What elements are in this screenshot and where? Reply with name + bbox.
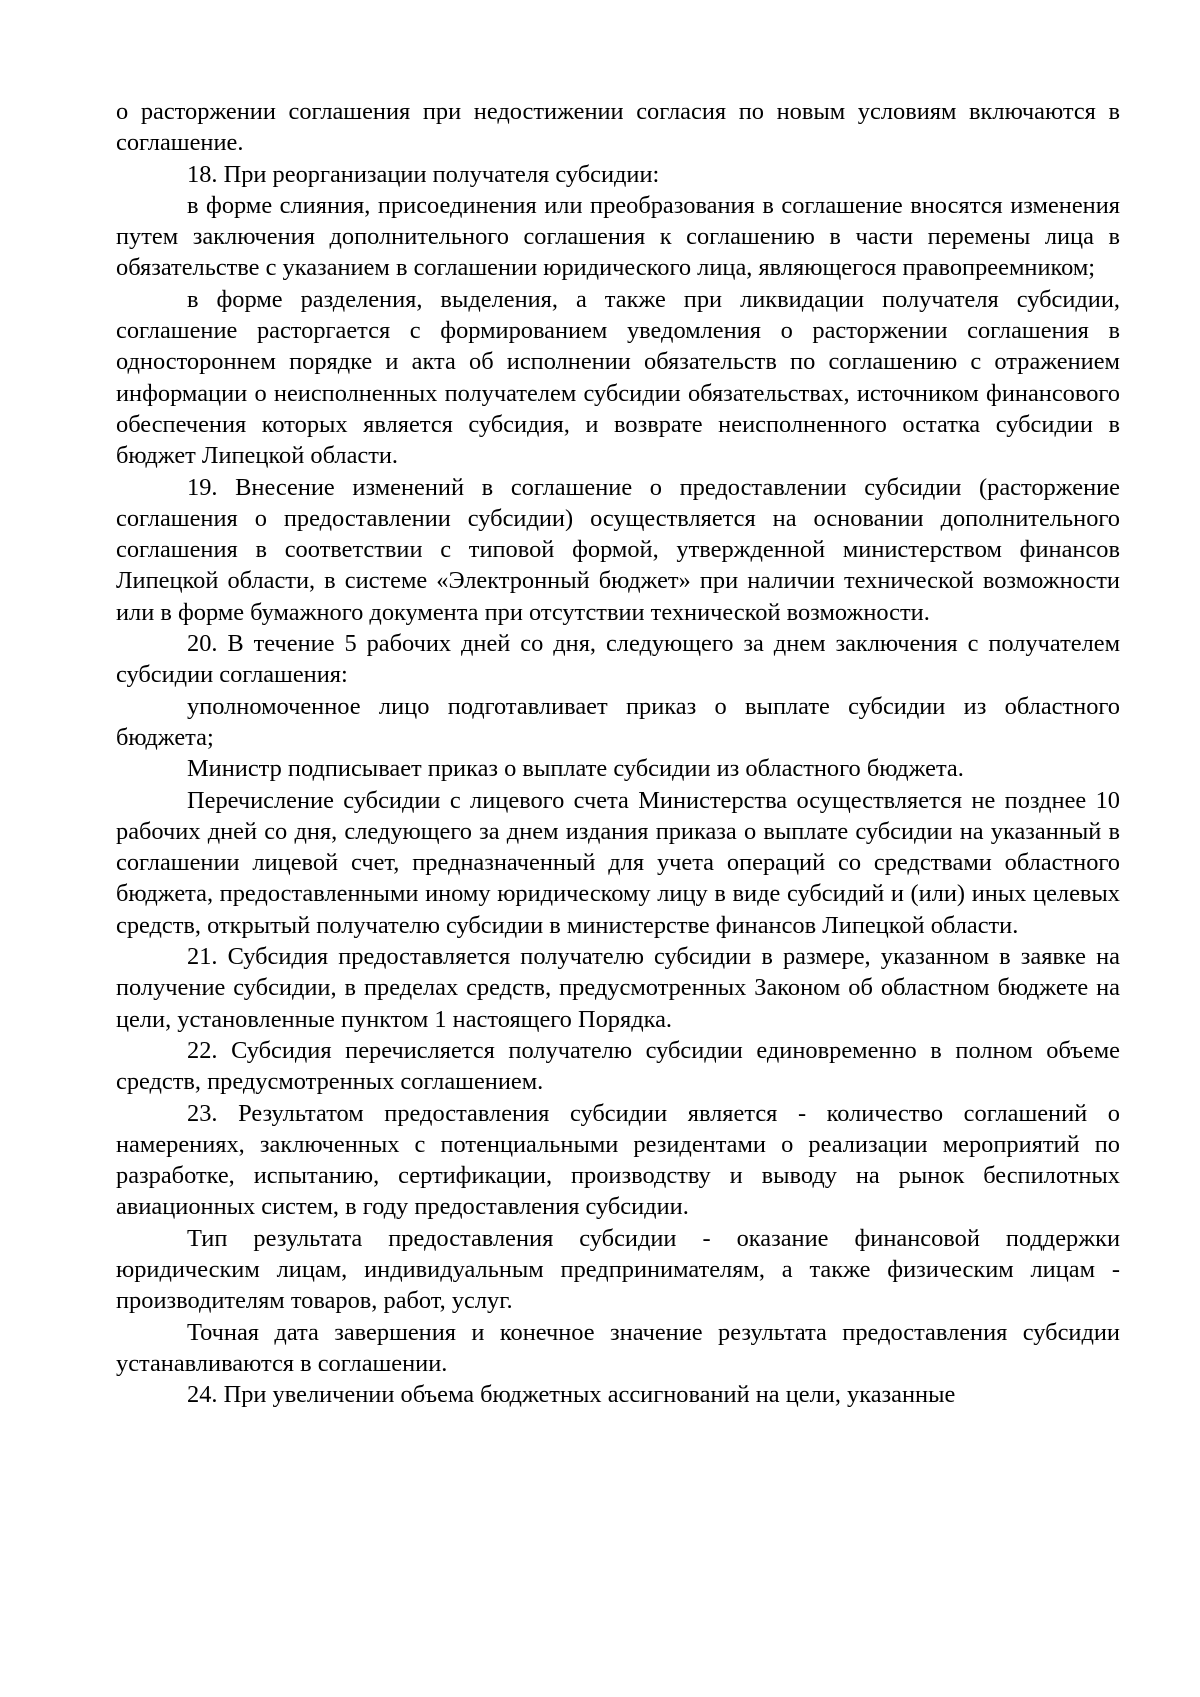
paragraph-item-23: 23. Результатом предоставления субсидии является - количество соглашений о намерениях, заключенных с потенциальными резидентами о реализации мероприятий по разработке, испытанию, сертификации, производству и выводу на рынок беспилотных авиационных систем, в году предоставления субсидии. — [116, 1099, 1120, 1221]
paragraph-item-18: 18. При реорганизации получателя субсидии: — [187, 160, 660, 188]
paragraph-minister-signs: Министр подписывает приказ о выплате субсидии из областного бюджета. — [187, 755, 964, 783]
paragraph-authorized-person: уполномоченное лицо подготавливает приказ о выплате субсидии из областного бюджета; — [116, 692, 1120, 751]
paragraph-item-20: 20. В течение 5 рабочих дней со дня, следующего за днем заключения с получателем субсидии соглашения: — [116, 630, 1120, 689]
paragraph-agreement-termination-continued: о расторжении соглашения при недостижении согласия по новым условиям включаются в соглашение. — [116, 98, 1120, 157]
paragraph-item-19: 19. Внесение изменений в соглашение о предоставлении субсидии (расторжение соглашения о предоставлении субсидии) осуществляется на основании дополнительного соглашения в соответствии с типовой формой, утвержденной министерством финансов Липецкой области, в системе «Электронный бюджет» при наличии технической возможности или в форме бумажного документа при отсутствии технической возможности. — [116, 473, 1120, 626]
paragraph-merger-form: в форме слияния, присоединения или преобразования в соглашение вносятся изменения путем заключения дополнительного соглашения к соглашению в части перемены лица в обязательстве с указанием в соглашении юридического лица, являющегося правопреемником; — [116, 191, 1120, 282]
paragraph-result-type: Тип результата предоставления субсидии - оказание финансовой поддержки юридическим лицам, индивидуальным предпринимателям, а также физическим лицам - производителям товаров, работ, услуг. — [116, 1224, 1120, 1315]
paragraph-separation-form: в форме разделения, выделения, а также при ликвидации получателя субсидии, соглашение расторгается с формированием уведомления о расторжении соглашения в одностороннем порядке и акта об исполнении обязательств по соглашению с отражением информации о неисполненных получателем субсидии обязательствах, источником финансового обеспечения которых является субсидия, и возврате неисполненного остатка субсидии в бюджет Липецкой области. — [116, 285, 1120, 470]
document-page — [116, 96, 1120, 1410]
paragraph-transfer-of-subsidy: Перечисление субсидии с лицевого счета Министерства осуществляется не позднее 10 рабочих дней со дня, следующего за днем издания приказа о выплате субсидии на указанный в соглашении лицевой счет, предназначенный для учета операций со средствами областного бюджета, предоставленными иному юридическому лицу в виде субсидий и (или) иных целевых средств, открытый получателю субсидии в министерстве финансов Липецкой области. — [116, 786, 1120, 939]
paragraph-item-21: 21. Субсидия предоставляется получателю субсидии в размере, указанном в заявке на получение субсидии, в пределах средств, предусмотренных Законом об областном бюджете на цели, установленные пунктом 1 настоящего Порядка. — [116, 943, 1120, 1033]
paragraph-item-24: 24. При увеличении объема бюджетных ассигнований на цели, указанные — [187, 1381, 956, 1409]
paragraph-item-22: 22. Субсидия перечисляется получателю субсидии единовременно в полном объеме средств, предусмотренных соглашением. — [116, 1036, 1120, 1096]
paragraph-completion-date: Точная дата завершения и конечное значение результата предоставления субсидии устанавливаются в соглашении. — [116, 1318, 1120, 1377]
